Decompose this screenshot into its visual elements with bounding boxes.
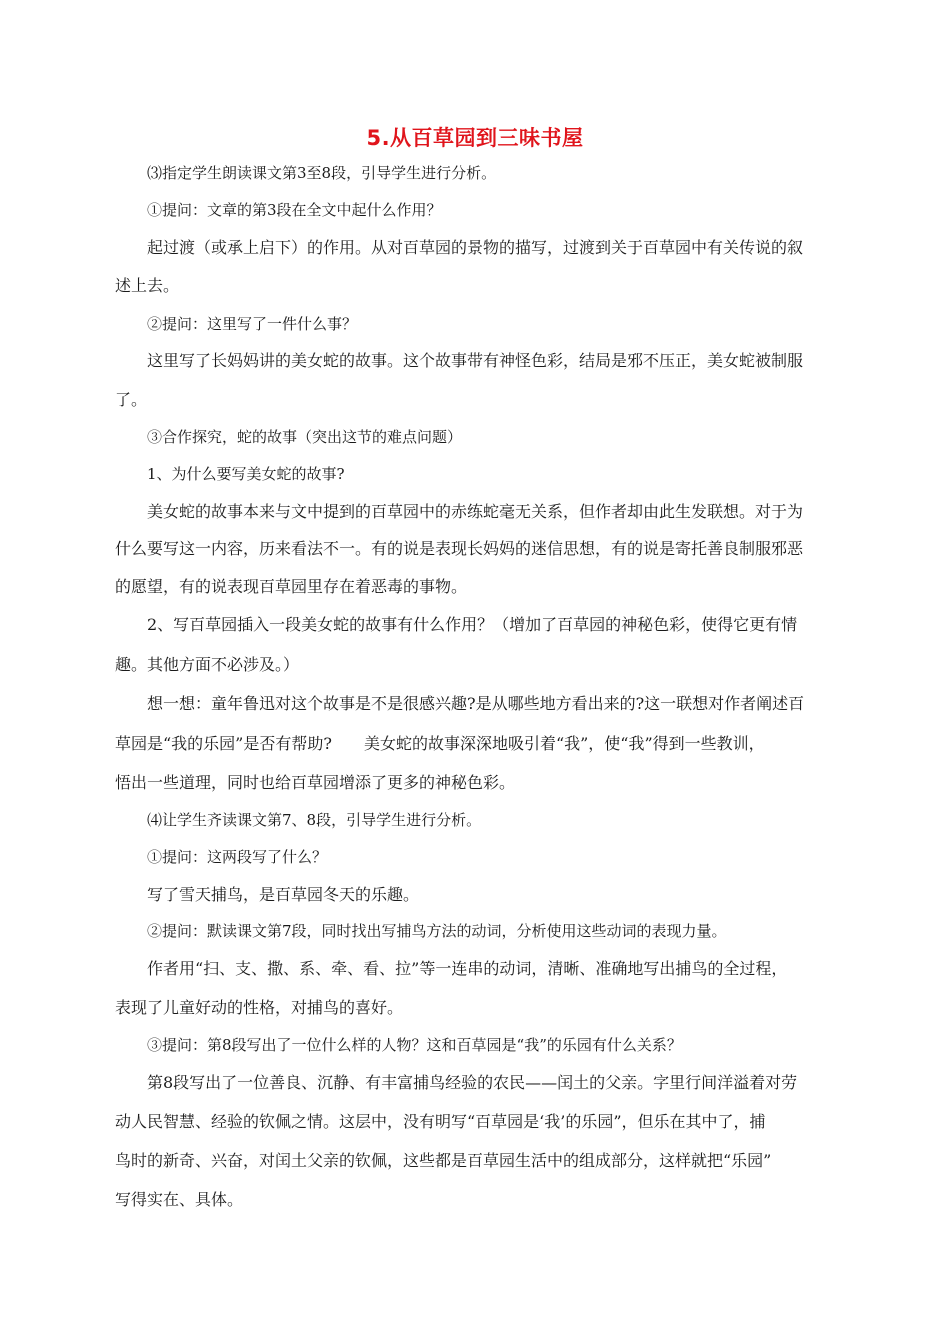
- paragraph-line: 想一想：童年鲁迅对这个故事是不是很感兴趣?是从哪些地方看出来的?这一联想对作者阐述百: [147, 694, 805, 713]
- paragraph-line: 2、写百草园插入一段美女蛇的故事有什么作用？（增加了百草园的神秘色彩，使得它更有情: [147, 615, 798, 634]
- paragraph-line: 鸟时的新奇、兴奋，对闰土父亲的钦佩，这些都是百草园生活中的组成部分，这样就把“乐园”: [115, 1151, 772, 1170]
- paragraph-line: 第8段写出了一位善良、沉静、有丰富捕鸟经验的农民——闰土的父亲。字里行间洋溢着对劳: [147, 1073, 798, 1092]
- paragraph-line: ①提问：文章的第3段在全文中起什么作用？: [147, 201, 442, 219]
- paragraph-line: ③提问：第8段写出了一位什么样的人物？这和百草园是“我”的乐园有什么关系？: [147, 1036, 682, 1054]
- paragraph-line: 什么要写这一内容，历来看法不一。有的说是表现长妈妈的迷信思想，有的说是寄托善良制服邪恶: [115, 539, 804, 558]
- paragraph-line: 这里写了长妈妈讲的美女蛇的故事。这个故事带有神怪色彩，结局是邪不压正，美女蛇被制服: [147, 351, 804, 370]
- paragraph-line: 1、为什么要写美女蛇的故事?: [147, 465, 345, 483]
- paragraph-line: 表现了儿童好动的性格，对捕鸟的喜好。: [115, 998, 404, 1017]
- paragraph-line: 起过渡（或承上启下）的作用。从对百草园的景物的描写，过渡到关于百草园中有关传说的叙: [147, 238, 804, 257]
- paragraph-line: 写得实在、具体。: [115, 1190, 244, 1209]
- paragraph-line: ①提问：这两段写了什么？: [147, 848, 328, 866]
- paragraph-line: 作者用“扫、支、撒、系、牵、看、拉”等一连串的动词，清晰、准确地写出捕鸟的全过程，: [147, 959, 788, 978]
- paragraph-line: 写了雪天捕鸟，是百草园冬天的乐趣。: [147, 885, 420, 904]
- paragraph-line: 草园是“我的乐园”是否有帮助? 美女蛇的故事深深地吸引着“我”，使“我”得到一些教训，: [115, 734, 765, 753]
- paragraph-line: ②提问：这里写了一件什么事？: [147, 315, 358, 333]
- paragraph-line: 了。: [115, 390, 148, 409]
- paragraph-line: 述上去。: [115, 276, 180, 295]
- paragraph-line: ⑶指定学生朗读课文第3至8段，引导学生进行分析。: [147, 164, 497, 182]
- paragraph-line: ②提问：默读课文第7段，同时找出写捕鸟方法的动词，分析使用这些动词的表现力量。: [147, 922, 727, 940]
- paragraph-line: 悟出一些道理，同时也给百草园增添了更多的神秘色彩。: [115, 773, 516, 792]
- paragraph-line: 的愿望，有的说表现百草园里存在着恶毒的事物。: [115, 577, 468, 596]
- document-title: 5.从百草园到三味书屋: [366, 126, 584, 150]
- paragraph-line: ⑷让学生齐读课文第7、8段，引导学生进行分析。: [147, 811, 482, 829]
- paragraph-line: 美女蛇的故事本来与文中提到的百草园中的赤练蛇毫无关系，但作者却由此生发联想。对于为: [147, 502, 804, 521]
- paragraph-line: ③合作探究，蛇的故事（突出这节的难点问题）: [147, 428, 463, 446]
- paragraph-line: 趣。其他方面不必涉及。）: [115, 655, 300, 674]
- paragraph-line: 动人民智慧、经验的钦佩之情。这层中，没有明写“百草园是‘我’的乐园”，但乐在其中了，捕: [115, 1112, 766, 1131]
